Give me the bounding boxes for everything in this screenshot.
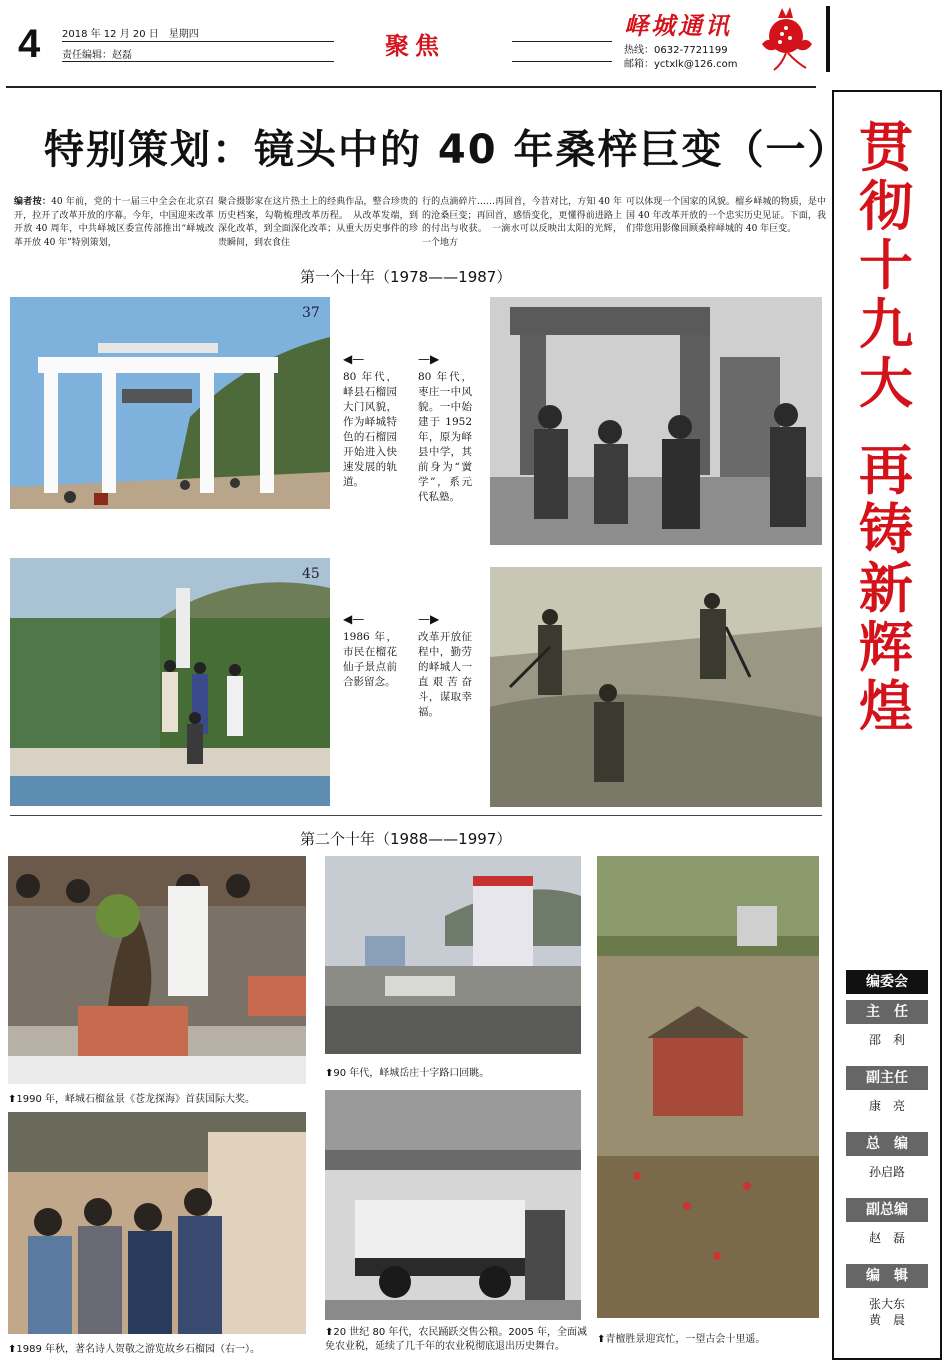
decade-heading-1: 第一个十年（1978——1987） [300, 268, 512, 286]
arrow-right-icon: —▶ [418, 612, 440, 626]
intro-lead: 编者按： [14, 197, 52, 207]
arrow-left-icon: ◀— [343, 612, 365, 626]
arrow-up-icon: ⬆ [8, 1344, 17, 1355]
slogan-char: 彻 [859, 175, 913, 238]
committee-role: 总 编 [846, 1132, 928, 1156]
caption-school: 80 年代，枣庄一中风貌。一中始建于 1952 年，原为峄县中学，其前身为“黉学”，系元代私塾。 [418, 371, 472, 503]
slogan-char: 再 [859, 439, 913, 502]
caption-temple-fair: ⬆青檀胜景迎宾忙，一望古会十里遥。 [597, 1334, 766, 1345]
photo-bonsai-award [8, 856, 306, 1084]
arrow-left-icon: ◀— [343, 352, 365, 366]
photo-handwritten-mark: 37 [302, 305, 320, 321]
photo-qingtan-temple-fair [597, 856, 819, 1318]
section-title: 聚焦 [385, 32, 445, 60]
slogan-char: 九 [859, 293, 913, 356]
page-number: 4 [18, 22, 41, 66]
committee-name: 康 亮 [868, 1099, 905, 1113]
intro-column-1 [14, 196, 214, 250]
slogan-char: 新 [859, 557, 913, 620]
header-rule-right-bottom [512, 61, 612, 62]
editorial-committee [846, 970, 928, 1344]
photo-yuezhuang-crossroad [325, 856, 581, 1054]
slogan-char: 贯 [859, 116, 913, 179]
committee-name: 邵 利 [868, 1033, 905, 1047]
section-divider [10, 815, 822, 816]
pomegranate-flower-icon [756, 4, 818, 74]
newspaper-logo: 峄城通讯 [624, 11, 732, 40]
slogan-char: 大 [859, 352, 913, 415]
slogan [846, 118, 926, 736]
responsible-editor: 责任编辑：赵磊 [62, 50, 132, 61]
arrow-up-icon: ⬆ [325, 1068, 334, 1079]
intro-text-1: 40 年前，党的十一届三中全会在北京召开，拉开了改革开放的序幕。今年，中国迎来改革开放 40 周年，中共峄城区委宣传部推出“峄城改革开放 40 年”特别策划， [14, 197, 214, 248]
photo-handwritten-mark: 45 [302, 566, 320, 582]
photo-zaozhuang-no1-school [490, 297, 822, 545]
committee-name: 赵 磊 [868, 1231, 905, 1245]
issue-date: 2018 年 12 月 20 日 星期四 [62, 29, 199, 40]
photo-pomegranate-garden-gate [10, 297, 330, 509]
committee-title: 编委会 [846, 970, 928, 994]
slogan-char: 煌 [859, 675, 913, 738]
caption-statue: 1986 年，市民在榴花仙子景点前合影留念。 [343, 631, 397, 688]
committee-name: 张大东 黄 晨 [868, 1297, 905, 1327]
caption-gate: 80 年代，峄县石榴园大门风貌，作为峄城特色的石榴园开始进入快速发展的轨道。 [343, 371, 397, 488]
photo-pomegranate-fairy-statue [10, 558, 330, 806]
intro-column-3: 行的点滴碎片……再回首，今昔对比，方知 40 年的沧桑巨变；再回首，感悟变化，更懂得前进路上的付出与收获。 一滴水可以反映出太阳的光辉，一个地方 [422, 197, 622, 248]
hotline: 热线：0632-7721199 [624, 45, 728, 56]
slogan-char: 辉 [859, 616, 913, 679]
caption-labor: 改革开放征程中，勤劳的峄城人一直艰苦奋斗，谋取幸福。 [418, 631, 472, 718]
header-divider [6, 86, 816, 88]
photo-workers-digging [490, 567, 822, 807]
intro-column-2: 聚合摄影家在这片热土上的经典作品，整合珍贵的历史档案，勾勒梳理改革历程。 从改革发端，到深化改革，到全面深化改革；从重大历史事件的珍贵瞬间，到农食住 [218, 197, 418, 248]
contact-info [624, 44, 737, 72]
committee-role: 编 辑 [846, 1264, 928, 1288]
header-rule-right [512, 41, 612, 42]
email: 邮箱：yctxlk@126.com [624, 59, 738, 70]
photo-poet-he-jingzhi [8, 1112, 306, 1334]
caption-crossroad: ⬆90 年代，峄城岳庄十字路口回眺。 [325, 1068, 490, 1079]
committee-role: 副总编 [846, 1198, 928, 1222]
intro-column-4: 可以体现一个国家的风貌。榴乡峄城的物质，是中国 40 年改革开放的一个忠实历史见证。下面，我们带您用影像回顾桑梓峄城的 40 年巨变。 [626, 197, 826, 234]
caption-bonsai: ⬆1990 年，峄城石榴盆景《苍龙探海》首获国际大奖。 [8, 1094, 256, 1105]
photo-grain-delivery [325, 1090, 581, 1320]
arrow-up-icon: ⬆ [597, 1334, 606, 1345]
caption-grain: ⬆20 世纪 80 年代，农民踊跃交售公粮。2005 年，全面减免农业税，延续了几千年的农业税彻底退出历史舞台。 [325, 1327, 588, 1352]
committee-role: 主 任 [846, 1000, 928, 1024]
committee-name: 孙启路 [868, 1165, 905, 1179]
header-rule-left [62, 41, 334, 42]
arrow-up-icon: ⬆ [8, 1094, 17, 1105]
header-vertical-bar [826, 6, 830, 72]
feature-headline: 特别策划：镜头中的 40 年桑梓巨变（一） [44, 127, 850, 173]
decade-heading-2: 第二个十年（1988——1997） [300, 830, 512, 848]
header-rule-left-bottom [62, 61, 334, 62]
committee-role: 副主任 [846, 1066, 928, 1090]
slogan-char: 铸 [859, 498, 913, 561]
caption-poet: ⬆1989 年秋，著名诗人贺敬之游览故乡石榴园（右一）。 [8, 1344, 261, 1355]
slogan-char: 十 [859, 234, 913, 297]
arrow-right-icon: —▶ [418, 352, 440, 366]
arrow-up-icon: ⬆ [325, 1327, 334, 1338]
